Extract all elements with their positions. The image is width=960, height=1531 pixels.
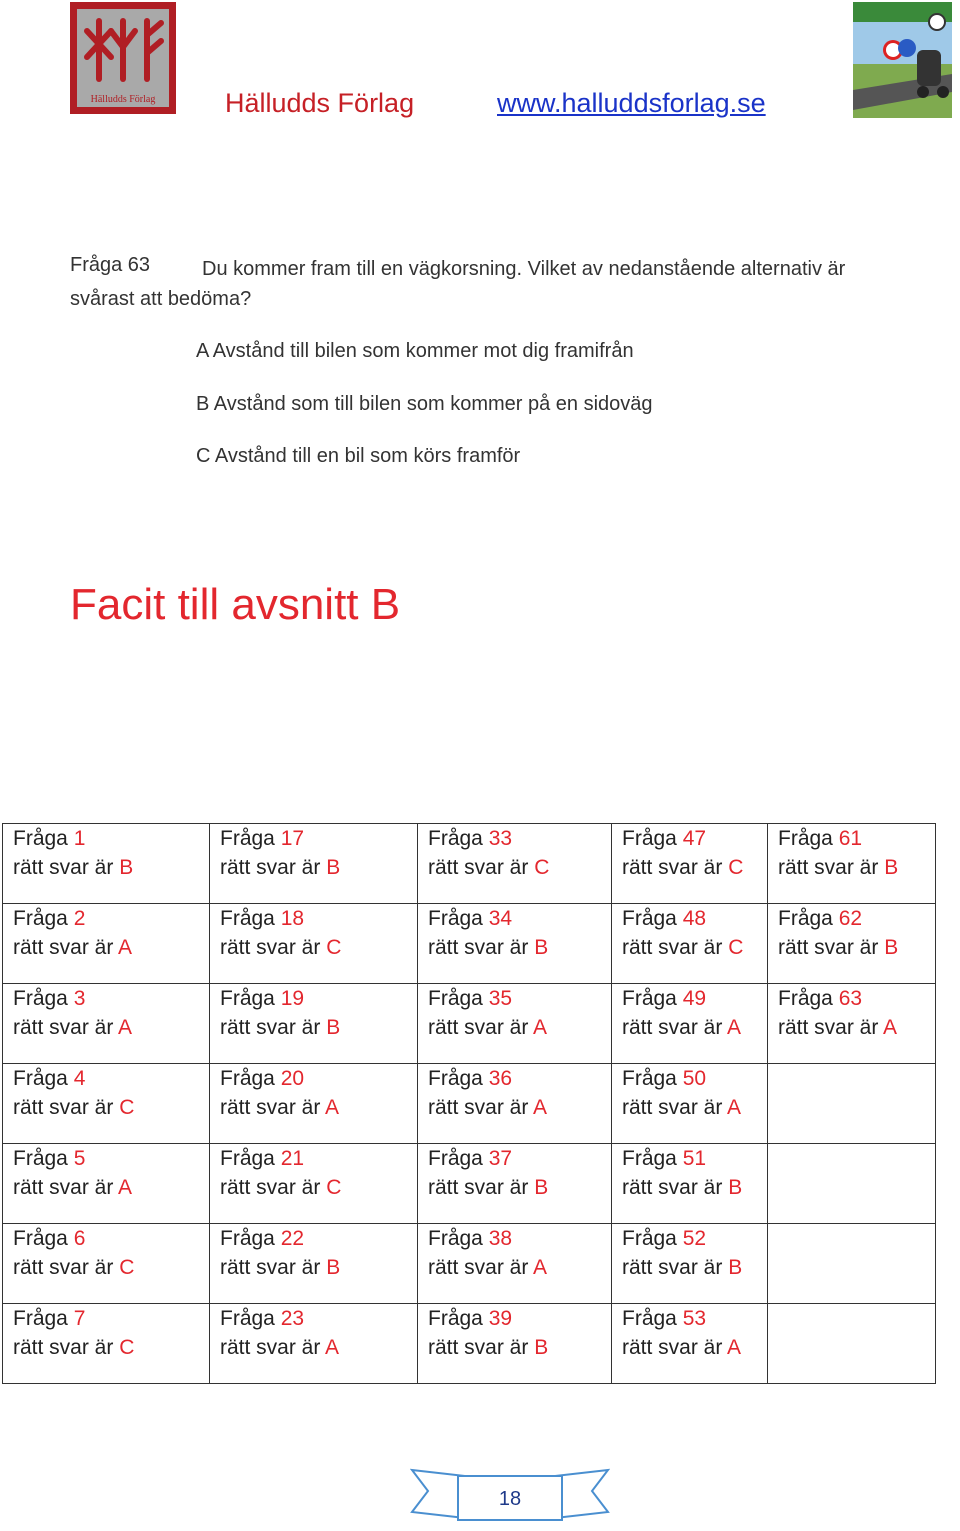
empty-cell [768,1304,936,1384]
answer-cell [3,1064,210,1144]
rune-logo-icon [77,9,169,107]
question-prefix: Fråga [13,907,68,930]
answer-prefix: rätt svar är [622,1176,723,1199]
answer-letter: B [534,1336,549,1359]
question-prefix: Fråga [220,1307,275,1330]
question-prefix: Fråga [622,987,677,1010]
question-label [778,984,935,1013]
answer-prefix: rätt svar är [778,936,879,959]
answer-label [13,1333,209,1362]
answer-letter: A [533,1256,548,1279]
question-label [220,1144,417,1173]
question-number: 35 [488,987,513,1010]
answer-letter: A [727,1016,742,1039]
answer-letter: B [326,1256,341,1279]
answer-prefix: rätt svar är [13,936,114,959]
table-row [3,824,936,904]
facit-heading: Facit till avsnitt B [70,580,401,629]
question-label [428,1224,611,1253]
answer-prefix: rätt svar är [13,1016,114,1039]
answer-prefix: rätt svar är [220,856,321,879]
answer-letter: A [727,1096,742,1119]
answer-label [622,1173,767,1202]
answer-prefix: rätt svar är [428,1176,529,1199]
answer-cell [418,1224,612,1304]
answer-label [13,1013,209,1042]
question-label [428,1144,611,1173]
question-number: 39 [488,1307,513,1330]
answer-cell [3,904,210,984]
answer-prefix: rätt svar är [622,856,723,879]
answer-letter: B [728,1256,743,1279]
answer-prefix: rätt svar är [13,1096,114,1119]
question-number: 63 [838,987,863,1010]
answer-label [13,1173,209,1202]
answer-cell [418,904,612,984]
answer-cell [210,824,418,904]
question-prefix: Fråga [13,1067,68,1090]
answer-prefix: rätt svar är [428,1096,529,1119]
question-label [622,1304,767,1333]
question-label [13,1224,209,1253]
question-number: 3 [73,987,86,1010]
answer-label [428,933,611,962]
question-number: 37 [488,1147,513,1170]
question-prefix: Fråga [220,1147,275,1170]
answer-cell [210,904,418,984]
answer-letter: C [119,1336,135,1359]
answer-label [428,1173,611,1202]
question-number: 47 [682,827,707,850]
question-label [622,1064,767,1093]
answer-letter: B [326,1016,341,1039]
answer-prefix: rätt svar är [13,1176,114,1199]
publisher-name: Hälludds Förlag [225,88,415,118]
answer-letter: C [728,936,744,959]
question-number: 53 [682,1307,707,1330]
question-number: 1 [73,827,86,850]
answer-label [778,933,935,962]
answer-cell [612,1064,768,1144]
answer-prefix: rätt svar är [622,1336,723,1359]
answer-label [220,933,417,962]
answer-cell [612,904,768,984]
question-prefix: Fråga [13,827,68,850]
table-row [3,1064,936,1144]
question-label [13,1144,209,1173]
question-label [13,824,209,853]
answer-cell [612,1304,768,1384]
question-number: 5 [73,1147,86,1170]
answer-label [622,933,767,962]
answer-label [778,853,935,882]
question-prefix: Fråga [778,987,833,1010]
question-number: Fråga 63 [70,254,151,276]
question-prefix: Fråga [622,1307,677,1330]
question-prefix: Fråga [428,1227,483,1250]
question-label [428,1064,611,1093]
answer-letter: B [728,1176,743,1199]
question-prefix: Fråga [13,1147,68,1170]
question-label [220,984,417,1013]
question-label [13,984,209,1013]
question-label [622,904,767,933]
answer-letter: C [534,856,550,879]
answer-prefix: rätt svar är [13,856,114,879]
answer-label [220,1173,417,1202]
table-row [3,1144,936,1224]
answer-cell [418,824,612,904]
answer-letter: A [325,1336,340,1359]
website-link[interactable]: www.halluddsforlag.se [497,88,766,118]
question-label [622,1144,767,1173]
answer-letter: C [119,1256,135,1279]
answer-cell [612,1224,768,1304]
answer-prefix: rätt svar är [428,1256,529,1279]
question-number: 20 [280,1067,305,1090]
answer-letter: B [119,856,134,879]
option-b: B Avstånd som till bilen som kommer på en sidoväg [196,393,653,415]
answer-cell [612,984,768,1064]
question-text: Du kommer fram till en vägkorsning. Vilket av nedanstående alternativ är svårast att bedöma? [70,258,846,310]
question-label [220,1224,417,1253]
table-row [3,1224,936,1304]
question-number: 52 [682,1227,707,1250]
option-c: C Avstånd till en bil som körs framför [196,445,521,467]
question-prefix: Fråga [428,1147,483,1170]
question-number: 51 [682,1147,707,1170]
table-row [3,1304,936,1384]
moped-cover-icon [853,2,952,118]
answer-label [428,853,611,882]
answer-label [622,853,767,882]
question-label [428,904,611,933]
logo-caption: Hälludds Förlag [90,94,156,105]
answer-label [622,1253,767,1282]
answer-prefix: rätt svar är [220,1336,321,1359]
answer-prefix: rätt svar är [428,1336,529,1359]
answer-letter: A [118,936,133,959]
question-number: 49 [682,987,707,1010]
question-prefix: Fråga [220,1067,275,1090]
question-number: 19 [280,987,305,1010]
table-row [3,904,936,984]
answer-prefix: rätt svar är [220,936,321,959]
answer-letter: C [326,1176,342,1199]
answer-label [428,1013,611,1042]
answer-label [428,1253,611,1282]
answer-label [13,853,209,882]
question-label [778,904,935,933]
answer-label [13,1253,209,1282]
question-prefix: Fråga [778,907,833,930]
answer-prefix: rätt svar är [428,1016,529,1039]
answer-cell [768,984,936,1064]
question-prefix: Fråga [778,827,833,850]
answer-prefix: rätt svar är [622,1256,723,1279]
answer-cell [3,824,210,904]
answer-letter: B [884,856,899,879]
answer-cell [210,1064,418,1144]
question-number: 61 [838,827,863,850]
answer-cell [210,1144,418,1224]
question-label [13,1304,209,1333]
answer-prefix: rätt svar är [778,856,879,879]
question-number: 17 [280,827,305,850]
question-number: 2 [73,907,86,930]
answer-label [220,853,417,882]
question-prefix: Fråga [428,907,483,930]
question-label [13,1064,209,1093]
answer-letter: A [727,1336,742,1359]
answer-label [220,1333,417,1362]
question-label [622,1224,767,1253]
question-prefix: Fråga [622,1067,677,1090]
question-prefix: Fråga [13,1307,68,1330]
question-number: 62 [838,907,863,930]
answer-label [622,1013,767,1042]
answer-cell [768,904,936,984]
question-prefix: Fråga [428,1067,483,1090]
question-label [622,984,767,1013]
question-prefix: Fråga [622,827,677,850]
page-number-banner [410,1468,610,1526]
question-label [778,824,935,853]
answer-label [428,1333,611,1362]
answer-letter: C [119,1096,135,1119]
answer-letter: A [325,1096,340,1119]
question-prefix: Fråga [622,1147,677,1170]
answer-key-table [2,823,936,1384]
question-label [428,984,611,1013]
answer-prefix: rätt svar är [778,1016,879,1039]
answer-prefix: rätt svar är [220,1096,321,1119]
answer-letter: B [326,856,341,879]
answer-letter: B [884,936,899,959]
question-prefix: Fråga [220,907,275,930]
answer-prefix: rätt svar är [622,1096,723,1119]
answer-label [778,1013,935,1042]
answer-label [13,933,209,962]
answer-label [622,1093,767,1122]
question-prefix: Fråga [428,1307,483,1330]
question-prefix: Fråga [13,987,68,1010]
empty-cell [768,1064,936,1144]
answer-prefix: rätt svar är [622,936,723,959]
answer-cell [3,1224,210,1304]
answer-prefix: rätt svar är [220,1256,321,1279]
answer-letter: A [533,1096,548,1119]
question-number: 33 [488,827,513,850]
question-number: 50 [682,1067,707,1090]
answer-cell [3,1144,210,1224]
publisher-logo [70,2,176,114]
question-label [428,824,611,853]
question-number: 23 [280,1307,305,1330]
answer-cell [418,1144,612,1224]
answer-letter: A [533,1016,548,1039]
answer-letter: B [534,936,549,959]
answer-letter: A [118,1016,133,1039]
question-number: 6 [73,1227,86,1250]
question-prefix: Fråga [13,1227,68,1250]
question-label [13,904,209,933]
question-prefix: Fråga [220,827,275,850]
answer-label [220,1253,417,1282]
question-prefix: Fråga [622,907,677,930]
answer-prefix: rätt svar är [13,1256,114,1279]
question-number: 38 [488,1227,513,1250]
answer-label [622,1333,767,1362]
answer-cell [210,1224,418,1304]
question-label [220,824,417,853]
question-prefix: Fråga [220,1227,275,1250]
question-label [220,1304,417,1333]
answer-cell [210,1304,418,1384]
question-number: 4 [73,1067,86,1090]
answer-letter: C [326,936,342,959]
question-number: 7 [73,1307,86,1330]
question-number: 36 [488,1067,513,1090]
question-label [622,824,767,853]
page-number: 18 [498,1488,522,1510]
question-label [220,1064,417,1093]
answer-cell [612,1144,768,1224]
empty-cell [768,1144,936,1224]
question-prefix: Fråga [428,987,483,1010]
empty-cell [768,1224,936,1304]
answer-cell [612,824,768,904]
answer-letter: C [728,856,744,879]
answer-prefix: rätt svar är [220,1176,321,1199]
question-prefix: Fråga [428,827,483,850]
answer-cell [210,984,418,1064]
question-number: 48 [682,907,707,930]
answer-letter: B [534,1176,549,1199]
book-cover-image [853,2,952,118]
answer-letter: A [118,1176,133,1199]
answer-prefix: rätt svar är [428,936,529,959]
question-prefix: Fråga [622,1227,677,1250]
question-prefix: Fråga [220,987,275,1010]
answer-letter: A [883,1016,898,1039]
answer-cell [3,984,210,1064]
table-row [3,984,936,1064]
answer-prefix: rätt svar är [622,1016,723,1039]
question-label [428,1304,611,1333]
answer-cell [418,1064,612,1144]
answer-prefix: rätt svar är [220,1016,321,1039]
answer-cell [3,1304,210,1384]
answer-cell [768,824,936,904]
question-number: 22 [280,1227,305,1250]
answer-label [220,1013,417,1042]
answer-prefix: rätt svar är [13,1336,114,1359]
answer-label [428,1093,611,1122]
answer-cell [418,1304,612,1384]
option-a: A Avstånd till bilen som kommer mot dig framifrån [196,340,634,362]
answer-label [13,1093,209,1122]
question-number: 34 [488,907,513,930]
answer-cell [418,984,612,1064]
answer-label [220,1093,417,1122]
question-number: 18 [280,907,305,930]
question-number: 21 [280,1147,305,1170]
question-label [220,904,417,933]
answer-prefix: rätt svar är [428,856,529,879]
